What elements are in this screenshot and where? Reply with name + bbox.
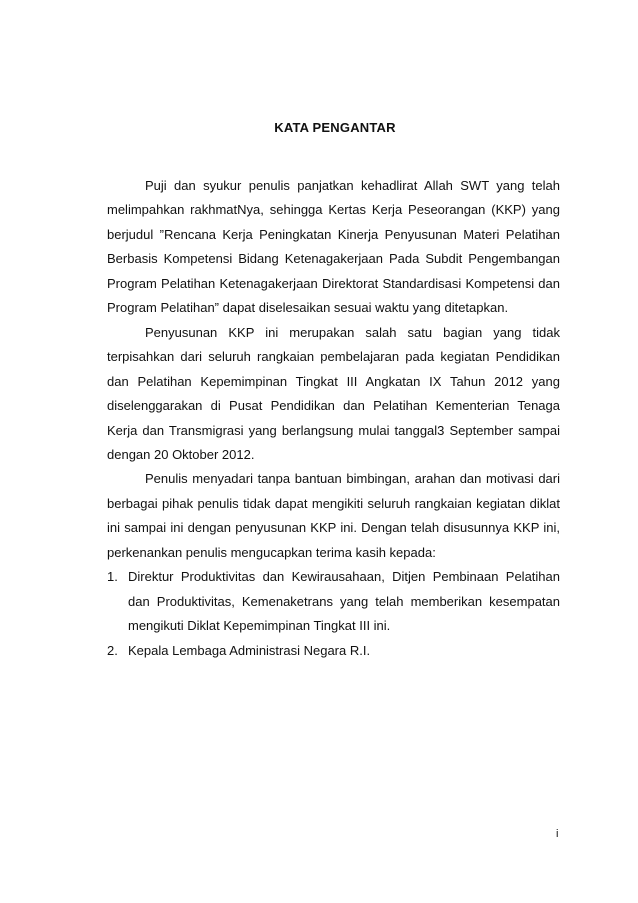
page-number: i (556, 828, 559, 840)
paragraph-3: Penulis menyadari tanpa bantuan bimbingan, arahan dan motivasi dari berbagai pihak penulis tidak dapat mengikiti seluruh rangkaian kegiatan diklat ini sampai ini dengan penyusunan KKP ini. Dengan telah disusunnya KKP ini, perkenankan penulis mengucapkan terima kasih kepada: (107, 471, 560, 560)
paragraph-2: Penyusunan KKP ini merupakan salah satu bagian yang tidak terpisahkan dari seluruh rangkaian pembelajaran pada kegiatan Pendidikan dan Pelatihan Kepemimpinan Tingkat III Angkatan IX Tahun 2012 yang diselenggarakan di Pusat Pendidikan dan Pelatihan Kementerian Tenaga Kerja dan Transmigrasi yang berlangsung mulai tanggal3 September sampai dengan 20 Oktober 2012. (107, 324, 560, 462)
list-item-number: 2. (107, 642, 118, 658)
page-title: KATA PENGANTAR (274, 120, 396, 135)
paragraph-1: Puji dan syukur penulis panjatkan kehadlirat Allah SWT yang telah melimpahkan rakhmatNya, sehingga Kertas Kerja Peseorangan (KKP) yang berjudul ”Rencana Kerja Peningkatan Kinerja Penyusunan Materi Pelatihan Berbasis Kompetensi Bidang Ketenagakerjaan Pada Subdit Pengembangan Program Pelatihan Ketenagakerjaan Direktorat Standardisasi Kompetensi dan Program Pelatihan” dapat diselesaikan sesuai waktu yang ditetapkan. (107, 178, 560, 316)
list-item (107, 639, 560, 663)
acknowledgement-list (107, 565, 560, 663)
document-body (107, 174, 560, 663)
list-item-text: Kepala Lembaga Administrasi Negara R.I. (128, 642, 371, 658)
list-item-number: 1. (107, 569, 118, 585)
list-item (107, 565, 560, 638)
list-item-text: Direktur Produktivitas dan Kewirausahaan, Ditjen Pembinaan Pelatihan dan Produktivitas, Kemenaketrans yang telah memberikan kesempatan mengikuti Diklat Kepemimpinan Tingkat III ini. (128, 569, 560, 634)
